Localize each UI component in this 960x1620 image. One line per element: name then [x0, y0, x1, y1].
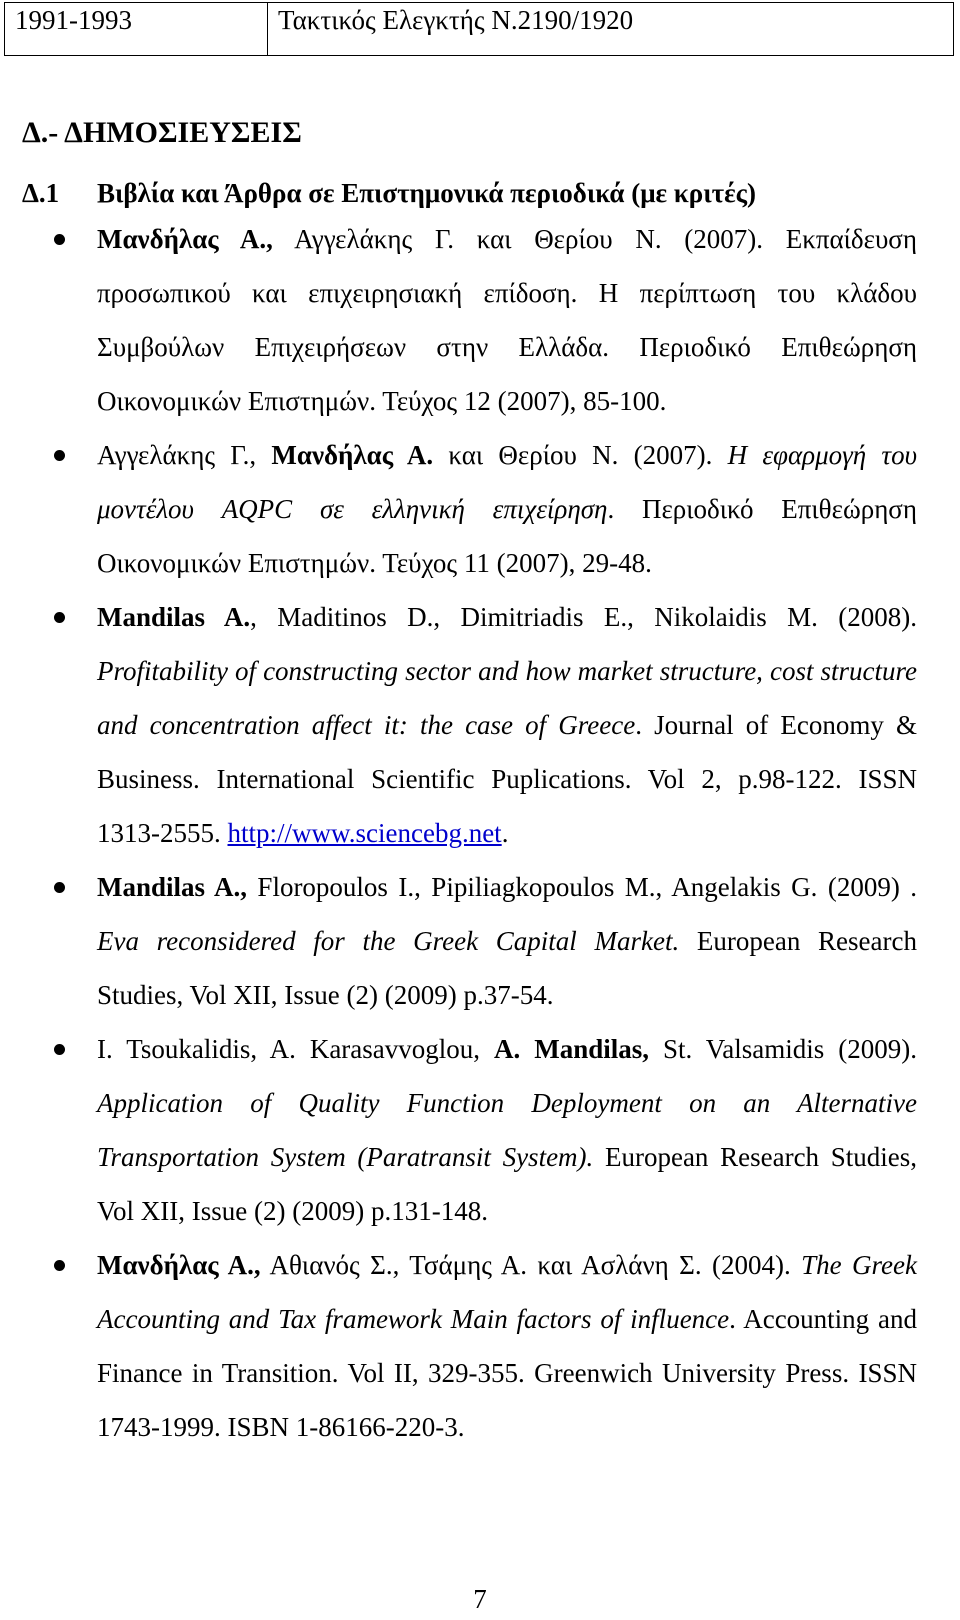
bullet-icon — [54, 612, 65, 623]
publication-item — [0, 590, 960, 860]
author-bold: Μανδήλας Α. — [271, 440, 434, 470]
citation-text: Floropoulos I., Pipiliagkopoulos M., Angelakis G. (2009) . — [246, 872, 917, 902]
article-title: Eva reconsidered for the Greek Capital Market. — [97, 926, 680, 956]
citation-text: Αγγελάκης Γ., — [97, 440, 272, 470]
citation-text: και Θερίου Ν. (2007). — [433, 440, 728, 470]
article-title: Application of Quality Function Deployment on an Alternative Transportation System (Paratransit System). — [97, 1088, 917, 1172]
article-title: The Greek Accounting and Tax framework Main factors of influence — [97, 1250, 917, 1334]
journal-link[interactable]: http://www.sciencebg.net — [227, 818, 502, 848]
citation-text: . Περιοδικό Επιθεώρηση Οικονομικών Επιστημών. Τεύχος 11 (2007), 29-48. — [97, 494, 917, 578]
citation-text: European Research Studies, Vol XII, Issue (2) (2009) p.131-148. — [97, 1142, 917, 1226]
citation-text: . Accounting and Finance in Transition. Vol II, 329-355. Greenwich University Press. ISSN 1743-1999. ISBN 1-86166-220-3. — [97, 1304, 917, 1442]
citation-text: Αθιανός Σ., Τσάμης Α. και Ασλάνη Σ. (2004). — [260, 1250, 802, 1280]
citation-text: . Journal of Economy & Business. International Scientific Puplications. Vol 2, p.98-122. ISSN 1313-2555. — [97, 710, 917, 848]
publication-list — [0, 212, 960, 1454]
section-title: Δ.- ΔΗΜΟΣΙΕΥΣΕΙΣ — [22, 116, 302, 149]
author-bold: Mandilas A., — [97, 872, 247, 902]
citation-text: Αγγελάκης Γ. και Θερίου Ν. (2007). Εκπαίδευση προσωπικού και επιχειρησιακή επίδοση. Η περίπτωση του κλάδου Συμβούλων Επιχειρήσεων στην Ελλάδα. Περιοδικό Επιθεώρηση Οικονομικών Επιστημών. Τεύχος 12 (2007), 85-100. — [97, 224, 917, 416]
bullet-icon — [54, 1044, 65, 1055]
bullet-icon — [54, 450, 65, 461]
article-title: Profitability of constructing sector and how market structure, cost structure and concentration affect it: the case of Greece — [97, 656, 917, 740]
publication-item — [0, 428, 960, 590]
subsection-title: Βιβλία και Άρθρα σε Επιστημονικά περιοδικά (με κριτές) — [97, 178, 756, 208]
citation-text: European Research Studies, Vol XII, Issue (2) (2009) p.37-54. — [97, 926, 917, 1010]
citation-text: . — [501, 818, 509, 848]
bullet-icon — [54, 1260, 65, 1271]
author-bold: Μανδήλας Α., — [97, 224, 273, 254]
page-number: 7 — [473, 1584, 487, 1614]
author-bold: Μανδήλας Α., — [97, 1250, 261, 1280]
citation-text: St. Valsamidis (2009). — [649, 1034, 917, 1064]
header-position: Τακτικός Ελεγκτής Ν.2190/1920 — [278, 5, 634, 35]
author-bold: A. Mandilas, — [494, 1034, 650, 1064]
bullet-icon — [54, 882, 65, 893]
publication-item — [0, 860, 960, 1022]
article-title: Η εφαρμογή του μοντέλου AQPC σε ελληνική επιχείρηση — [97, 440, 917, 524]
publication-item — [0, 1238, 960, 1454]
author-bold: Mandilas A. — [97, 602, 251, 632]
bullet-icon — [54, 234, 65, 245]
header-period: 1991-1993 — [5, 3, 268, 55]
header-table — [4, 2, 954, 56]
citation-text: I. Tsoukalidis, A. Karasavvoglou, — [97, 1034, 495, 1064]
subsection-number: Δ.1 — [22, 178, 60, 208]
subsection-heading — [22, 180, 756, 207]
citation-text: , Maditinos D., Dimitriadis E., Nikolaidis M. (2008). — [250, 602, 917, 632]
publication-item — [0, 1022, 960, 1238]
publication-item — [0, 212, 960, 428]
